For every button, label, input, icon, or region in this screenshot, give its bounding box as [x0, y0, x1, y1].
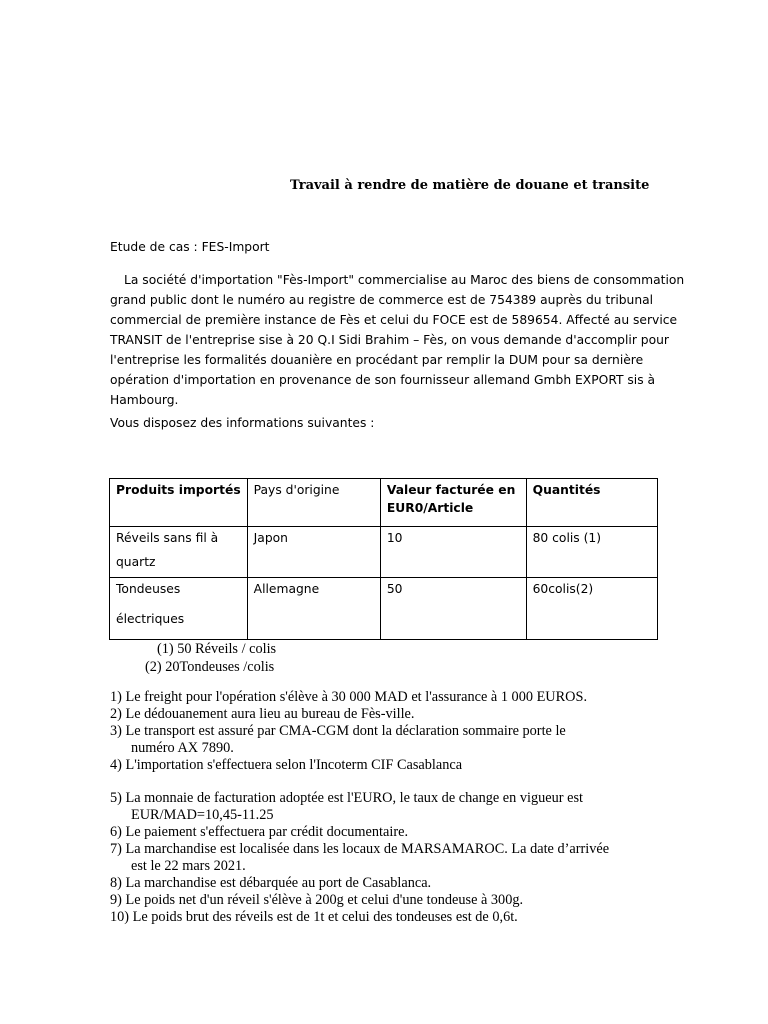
- footnote: (1) 50 Réveils / colis: [157, 641, 277, 657]
- header-line: EUR0/Article: [386, 501, 474, 515]
- list-item: 9) Le poids net d'un réveil s'élève à 200g et celui d'une tondeuse à 300g.: [110, 892, 524, 908]
- case-study-title: Etude de cas : FES-Import: [110, 240, 270, 254]
- paragraph-line: l'entreprise les formalités douanière en procédant par remplir la DUM pour sa dernière: [110, 353, 644, 367]
- header-quantity: [526, 479, 657, 527]
- header-value: [380, 479, 526, 527]
- cell-product: [110, 527, 248, 578]
- cell-quantity: 80 colis (1): [526, 527, 657, 578]
- paragraph-line: TRANSIT de l'entreprise sise à 20 Q.I Sidi Brahim – Fès, on vous demande d'accomplir pour: [110, 333, 669, 347]
- cell-origin: Japon: [247, 527, 380, 578]
- products-table: [109, 478, 658, 640]
- footnote: (2) 20Tondeuses /colis: [145, 659, 275, 675]
- cell-value: 50: [380, 578, 526, 640]
- list-item: 3) Le transport est assuré par CMA-CGM dont la déclaration sommaire porte le: [110, 723, 566, 739]
- cell-quantity: 60colis(2): [526, 578, 657, 640]
- list-item-continuation: est le 22 mars 2021.: [131, 858, 246, 874]
- paragraph-line: commercial de première instance de Fès et celui du FOCE est de 589654. Affecté au service: [110, 313, 678, 327]
- paragraph-line: opération d'importation en provenance de son fournisseur allemand Gmbh EXPORT sis à: [110, 373, 656, 387]
- header-line: Quantités: [532, 483, 601, 497]
- table-row: [110, 578, 658, 640]
- paragraph-line: Hambourg.: [110, 393, 179, 407]
- list-item: 2) Le dédouanement aura lieu au bureau de Fès-ville.: [110, 706, 415, 722]
- paragraph-line: La société d'importation "Fès-Import" commercialise au Maroc des biens de consommation: [124, 273, 685, 287]
- list-item: 10) Le poids brut des réveils est de 1t et celui des tondeuses est de 0,6t.: [110, 909, 518, 925]
- list-item-continuation: EUR/MAD=10,45-11.25: [131, 807, 274, 823]
- cell-line: électriques: [116, 612, 185, 626]
- header-line: Produits importés: [116, 483, 241, 497]
- list-item: 7) La marchandise est localisée dans les locaux de MARSAMAROC. La date d’arrivée: [110, 841, 610, 857]
- list-item: 6) Le paiement s'effectuera par crédit documentaire.: [110, 824, 409, 840]
- intro-text: Vous disposez des informations suivantes :: [110, 416, 375, 430]
- cell-line: Tondeuses: [116, 582, 181, 596]
- cell-product: [110, 578, 248, 640]
- list-item: 8) La marchandise est débarquée au port de Casablanca.: [110, 875, 432, 891]
- list-item-continuation: numéro AX 7890.: [131, 740, 234, 756]
- cell-line: quartz: [116, 555, 156, 569]
- header-products: [110, 479, 248, 527]
- table-header-row: [110, 479, 658, 527]
- paragraph-line: grand public dont le numéro au registre de commerce est de 754389 auprès du tribunal: [110, 293, 654, 307]
- cell-line: Réveils sans fil à: [116, 531, 219, 545]
- cell-origin: Allemagne: [247, 578, 380, 640]
- cell-value: 10: [380, 527, 526, 578]
- header-line: Pays d'origine: [253, 483, 340, 497]
- document-title: Travail à rendre de matière de douane et transite: [290, 178, 650, 193]
- header-line: Valeur facturée en: [386, 483, 516, 497]
- header-origin: [247, 479, 380, 527]
- list-item: 1) Le freight pour l'opération s'élève à 30 000 MAD et l'assurance à 1 000 EUROS.: [110, 689, 588, 705]
- list-item: 5) La monnaie de facturation adoptée est l'EURO, le taux de change en vigueur est: [110, 790, 584, 806]
- list-item: 4) L'importation s'effectuera selon l'Incoterm CIF Casablanca: [110, 757, 463, 773]
- table-row: [110, 527, 658, 578]
